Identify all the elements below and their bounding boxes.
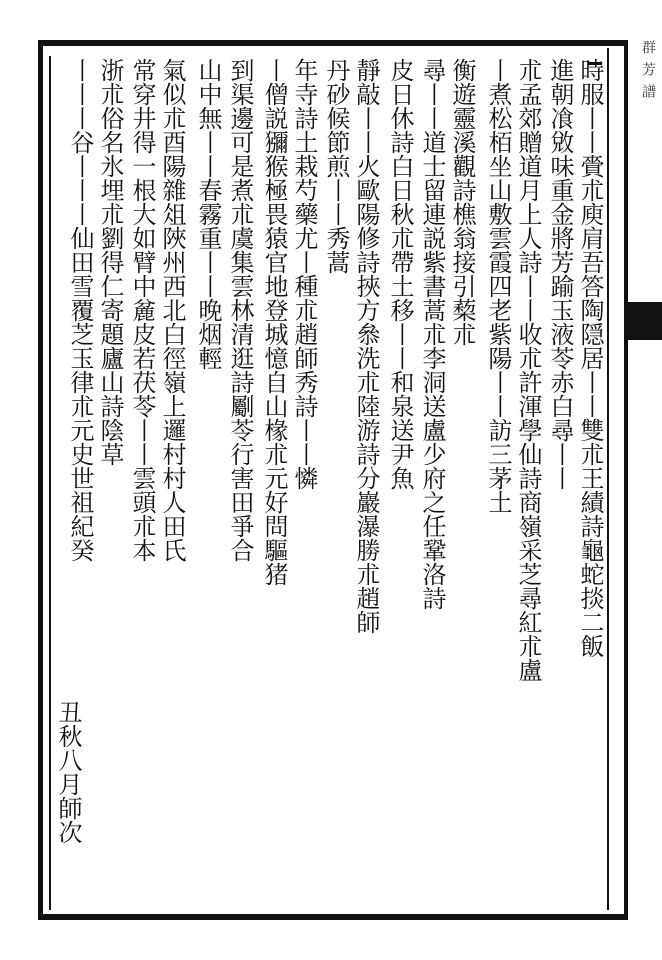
text-column-13: 山中無丨丨春霧重丨丨晚烟輕	[194, 58, 222, 370]
inner-border-right	[607, 48, 609, 910]
text-column-5: 衡遊靈溪觀詩樵翁接引蔾朮	[448, 58, 476, 346]
text-column-7: 皮日休詩白日秋朮帶土移丨丨和泉送尹魚	[386, 58, 414, 490]
text-column-6: 尋丨丨道士留連説紫書蒿朮李洞送盧少府之任鞏洛詩	[418, 58, 446, 610]
text-column-9: 丹砂候節煎丨丨秀蒿	[322, 58, 350, 274]
text-column-1: 時服丨丨賫朮庾肩吾答陶隠居丨丨雙朮王績詩龜蛇掞二飯	[576, 58, 604, 658]
text-column-10: 年寺詩土栽芍藥尤丨種朮趙師秀詩丨丨憐	[290, 58, 318, 490]
inner-border-left	[49, 56, 51, 910]
text-column-3: 朮孟郊贈道月上人詩丨丨收朮許渾學仙詩商嶺采芝尋紅朮盧	[514, 58, 542, 682]
text-column-8: 靜敲丨丨火歐陽修詩挾方叅洗朮陸游詩分巖瀑勝朮趙師	[352, 58, 380, 634]
text-column-11: 丨僧説獼猴極畏猿官地登城憶自山椽朮元好問驅猪	[260, 58, 288, 586]
text-column-4: 丨煮松栢坐山敷雲霞四老紫陽丨丨訪三茅土	[484, 58, 512, 514]
page-edge-label: 群芳譜	[640, 40, 656, 106]
text-column-14: 氣似朮酉陽雜俎陜州西北白徑嶺上邏村村人田氏	[158, 58, 186, 562]
text-column-17: 丨丨丨谷丨丨丨仙田雪覆芝玉律朮元史世祖紀癸	[66, 58, 94, 562]
text-column-15: 常穿井得一根大如臂中麄皮若茯苓丨丨雲頭朮本	[128, 58, 156, 562]
text-column-2: 進朝飡敓味重金將芳踰玉液苓赤白尋丨丨	[546, 58, 574, 490]
text-column-18: 丑秋八月師次	[54, 700, 82, 844]
text-column-16: 浙朮俗名氷埋朮劉得仁寄題廬山詩陰草	[96, 58, 124, 466]
text-column-12: 到渠邊可是煮朮虞集雲林清逛詩劚苓行害田爭合	[226, 58, 254, 562]
